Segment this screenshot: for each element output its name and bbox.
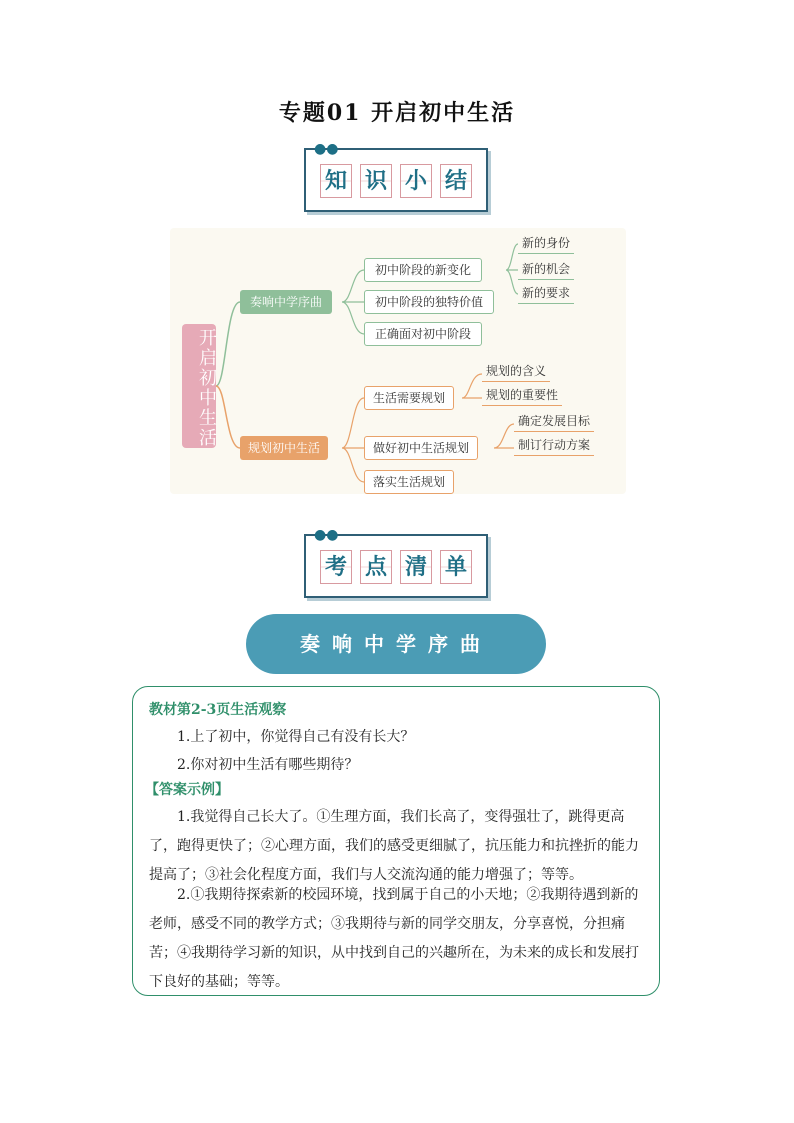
mind-map-leaf: 新的要求 [518,284,574,304]
mind-map-node: 落实生活规划 [364,470,454,494]
content-card [132,686,660,996]
mind-map-leaf: 制订行动方案 [514,436,594,456]
mind-map-node: 初中阶段的独特价值 [364,290,494,314]
pin-icon: ●● [314,141,339,157]
question-1: 1.上了初中，你觉得自己有没有长大？ [177,729,415,745]
answer-label: 【答案示例】 [145,782,229,798]
answer-2: 2.①我期待探索新的校园环境，找到属于自己的小天地；②我期待遇到新的老师，感受不同的教学方式；③我期待与新的同学交朋友，分享喜悦，分担痛苦；④我期待学习新的知识，从中找到自己的兴趣所在，为未来的成长和发展打下良好的基础；等等。 [149,887,639,990]
card-heading: 教材第2-3页生活观察 [149,702,287,718]
key-points-badge [304,527,488,598]
branch-label: 奏响中学序曲 [240,290,332,314]
mind-map-node: 做好初中生活规划 [364,436,478,460]
mind-map-leaf: 规划的重要性 [482,386,562,406]
badge-char: 单 [440,550,472,584]
branch-label: 规划初中生活 [240,436,328,460]
badge-char: 知 [320,164,352,198]
mind-map-node: 正确面对初中阶段 [364,322,482,346]
mind-map [170,228,626,494]
mind-map-node: 初中阶段的新变化 [364,258,482,282]
page-title: 专题01 开启初中生活 [278,100,516,126]
badge-char: 结 [440,164,472,198]
mind-map-leaf: 新的身份 [518,234,574,254]
badge-char: 清 [400,550,432,584]
question-2: 2.你对初中生活有哪些期待？ [177,757,359,773]
mind-map-root: 开启初中生活 [182,324,216,448]
answer-1: 1.我觉得自己长大了。①生理方面，我们长高了，变得强壮了，跳得更高了，跑得更快了；②心理方面，我们的感受更细腻了，抗压能力和抗挫折的能力提高了；③社会化程度方面，我们与人交流沟通的能力增强了；等等。 [149,809,639,883]
knowledge-summary-badge [304,141,488,212]
badge-char: 考 [320,550,352,584]
badge-char: 识 [360,164,392,198]
badge-char: 小 [400,164,432,198]
mind-map-leaf: 确定发展目标 [514,412,594,432]
mind-map-leaf: 规划的含义 [482,362,550,382]
badge-char: 点 [360,550,392,584]
section-banner: 奏响中学序曲 [246,614,546,674]
mind-map-leaf: 新的机会 [518,260,574,280]
pin-icon: ●● [314,527,339,543]
mind-map-node: 生活需要规划 [364,386,454,410]
